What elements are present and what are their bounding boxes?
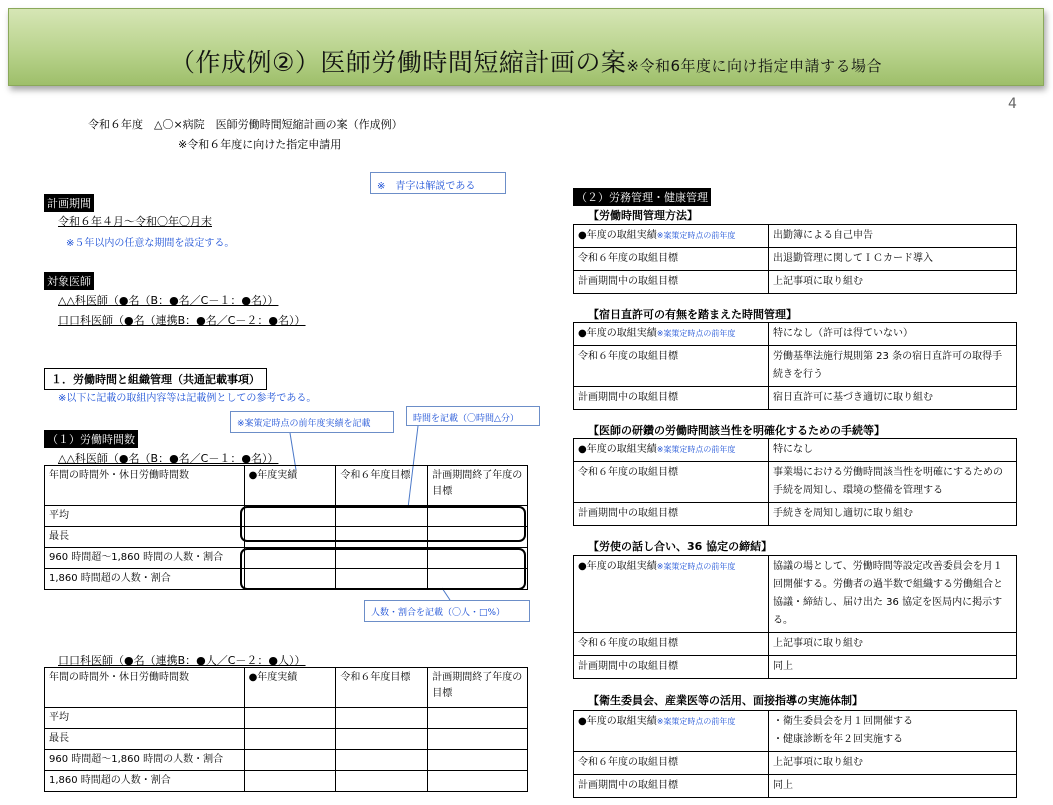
cell[interactable] [336, 729, 428, 750]
block5-actual [769, 711, 1017, 752]
header-hours: 年間の時間外・休日労働時間数 [45, 466, 245, 506]
header-actual: ●年度実績 [244, 668, 336, 708]
block2-plan: 宿日直許可に基づき適切に取り組む [769, 387, 1017, 410]
block2-actual: 特になし（許可は得ていない） [769, 323, 1017, 346]
r6-label: 令和６年度の取組目標 [574, 462, 769, 503]
header-r6-target: 令和６年度目標 [336, 668, 428, 708]
block1-plan: 上記事項に取り組む [769, 271, 1017, 294]
block3-table [573, 438, 1017, 526]
banner-subtitle: ※令和6年度に向け指定申請する場合 [626, 57, 883, 75]
row-960-1860: 960 時間超～1,860 時間の人数・割合 [45, 750, 245, 771]
hours-table-dept2 [44, 667, 528, 792]
cell[interactable] [428, 771, 528, 792]
block5-r6: 上記事項に取り組む [769, 752, 1017, 775]
block2-title: 【宿日直許可の有無を踏まえた時間管理】 [588, 308, 797, 321]
section2-heading: （２）労務管理・健康管理 [573, 188, 711, 206]
actual-label: ●年度の取組実績※案策定時点の前年度 [574, 323, 769, 346]
block5-title: 【衛生委員会、産業医等の活用、面接指導の実施体制】 [588, 694, 863, 707]
actual-label: ●年度の取組実績※案策定時点の前年度 [574, 225, 769, 248]
r6-label: 令和６年度の取組目標 [574, 633, 769, 656]
plan-label: 計画期間中の取組目標 [574, 387, 769, 410]
block1-title: 【労働時間管理方法】 [588, 209, 698, 222]
block4-table [573, 555, 1017, 679]
callout-prior-year: ※案策定時点の前年度実績を記載 [230, 411, 394, 433]
cell[interactable] [336, 750, 428, 771]
header-plan-target: 計画期間終了年度の目標 [428, 466, 528, 506]
block3-r6: 事業場における労働時間該当性を明確にするための手続を周知し、環境の整備を管理する [769, 462, 1017, 503]
row-over-1860: 1,860 時間超の人数・割合 [45, 569, 245, 590]
block2-r6: 労働基準法施行規則第 23 条の宿日直許可の取得手続きを行う [769, 346, 1017, 387]
header-r6-target: 令和６年度目標 [336, 466, 428, 506]
block4-plan: 同上 [769, 656, 1017, 679]
plan-label: 計画期間中の取組目標 [574, 271, 769, 294]
doc-title: 令和６年度 △〇×病院 医師労働時間短縮計画の案（作成例） [88, 118, 403, 131]
cell[interactable] [428, 729, 528, 750]
block3-title: 【医師の研鑽の労働時間該当性を明確化するための手続等】 [588, 424, 885, 437]
doc-subtitle: ※令和６年度に向けた指定申請用 [178, 138, 342, 151]
cell[interactable] [244, 750, 336, 771]
cell[interactable] [244, 729, 336, 750]
row-average: 平均 [45, 708, 245, 729]
callout-count: 人数・割合を記載（〇人・□%） [364, 600, 530, 622]
cell[interactable] [428, 708, 528, 729]
callout-hours: 時間を記載（〇時間△分） [406, 406, 540, 426]
row-max: 最長 [45, 729, 245, 750]
highlight-hours-rows [240, 506, 526, 542]
block1-r6: 出退勤管理に関してＩＣカード導入 [769, 248, 1017, 271]
section1-heading: １．労働時間と組織管理（共通記載事項） [44, 368, 267, 390]
block4-actual: 協議の場として、労働時間等設定改善委員会を月１回開催する。労働者の過半数で組織する労働組合と協議・締結し、届け出た 36 協定を医局内に掲示する。 [769, 556, 1017, 633]
row-over-1860: 1,860 時間超の人数・割合 [45, 771, 245, 792]
block3-actual: 特になし [769, 439, 1017, 462]
block1-actual: 出勤簿による自己申告 [769, 225, 1017, 248]
dept2-label: 口口科医師（●名（連携B：●人／C－２：●人）） [58, 654, 306, 667]
plan-period-note: ※５年以内の任意な期間を設定する。 [66, 238, 235, 249]
target-line-1: △△科医師（●名（B：●名／C－１：●名）） [58, 294, 279, 307]
r6-label: 令和６年度の取組目標 [574, 752, 769, 775]
block5-table [573, 710, 1017, 798]
section1-sub-heading: （１）労働時間数 [44, 430, 138, 448]
section1-note: ※以下に記載の取組内容等は記載例としての参考である。 [58, 393, 317, 404]
header-hours: 年間の時間外・休日労働時間数 [45, 668, 245, 708]
block5-actual-line-2: ・健康診断を年２回実施する [773, 734, 903, 745]
block2-table [573, 322, 1017, 410]
blue-note-box: ※ 青字は解説である [370, 172, 506, 194]
r6-label: 令和６年度の取組目標 [574, 346, 769, 387]
block1-table [573, 224, 1017, 294]
row-average: 平均 [45, 506, 245, 527]
cell[interactable] [336, 708, 428, 729]
target-line-2: 口口科医師（●名（連携B：●名／C－２：●名）） [58, 314, 306, 327]
cell[interactable] [428, 750, 528, 771]
cell[interactable] [244, 771, 336, 792]
actual-label: ●年度の取組実績※案策定時点の前年度 [574, 711, 769, 752]
highlight-count-rows [240, 548, 526, 590]
header-plan-target: 計画期間終了年度の目標 [428, 668, 528, 708]
plan-label: 計画期間中の取組目標 [574, 503, 769, 526]
plan-period-value: 令和６年４月～令和〇年〇月末 [58, 215, 212, 228]
banner-main-title: （作成例②）医師労働時間短縮計画の案 [169, 48, 627, 77]
dept1-label: △△科医師（●名（B：●名／C－１：●名）） [58, 452, 279, 465]
page-number: 4 [1008, 96, 1017, 112]
block4-title: 【労使の話し合い、36 協定の締結】 [588, 540, 773, 553]
block5-plan: 同上 [769, 775, 1017, 798]
block3-plan: 手続きを周知し適切に取り組む [769, 503, 1017, 526]
block4-r6: 上記事項に取り組む [769, 633, 1017, 656]
plan-period-heading: 計画期間 [44, 194, 94, 212]
actual-label: ●年度の取組実績※案策定時点の前年度 [574, 439, 769, 462]
block5-actual-line-1: ・衛生委員会を月１回開催する [773, 716, 913, 727]
plan-label: 計画期間中の取組目標 [574, 656, 769, 679]
target-heading: 対象医師 [44, 272, 94, 290]
cell[interactable] [336, 771, 428, 792]
plan-label: 計画期間中の取組目標 [574, 775, 769, 798]
r6-label: 令和６年度の取組目標 [574, 248, 769, 271]
cell[interactable] [244, 708, 336, 729]
row-960-1860: 960 時間超～1,860 時間の人数・割合 [45, 548, 245, 569]
row-max: 最長 [45, 527, 245, 548]
actual-label: ●年度の取組実績※案策定時点の前年度 [574, 556, 769, 633]
header-actual: ●年度実績 [244, 466, 336, 506]
